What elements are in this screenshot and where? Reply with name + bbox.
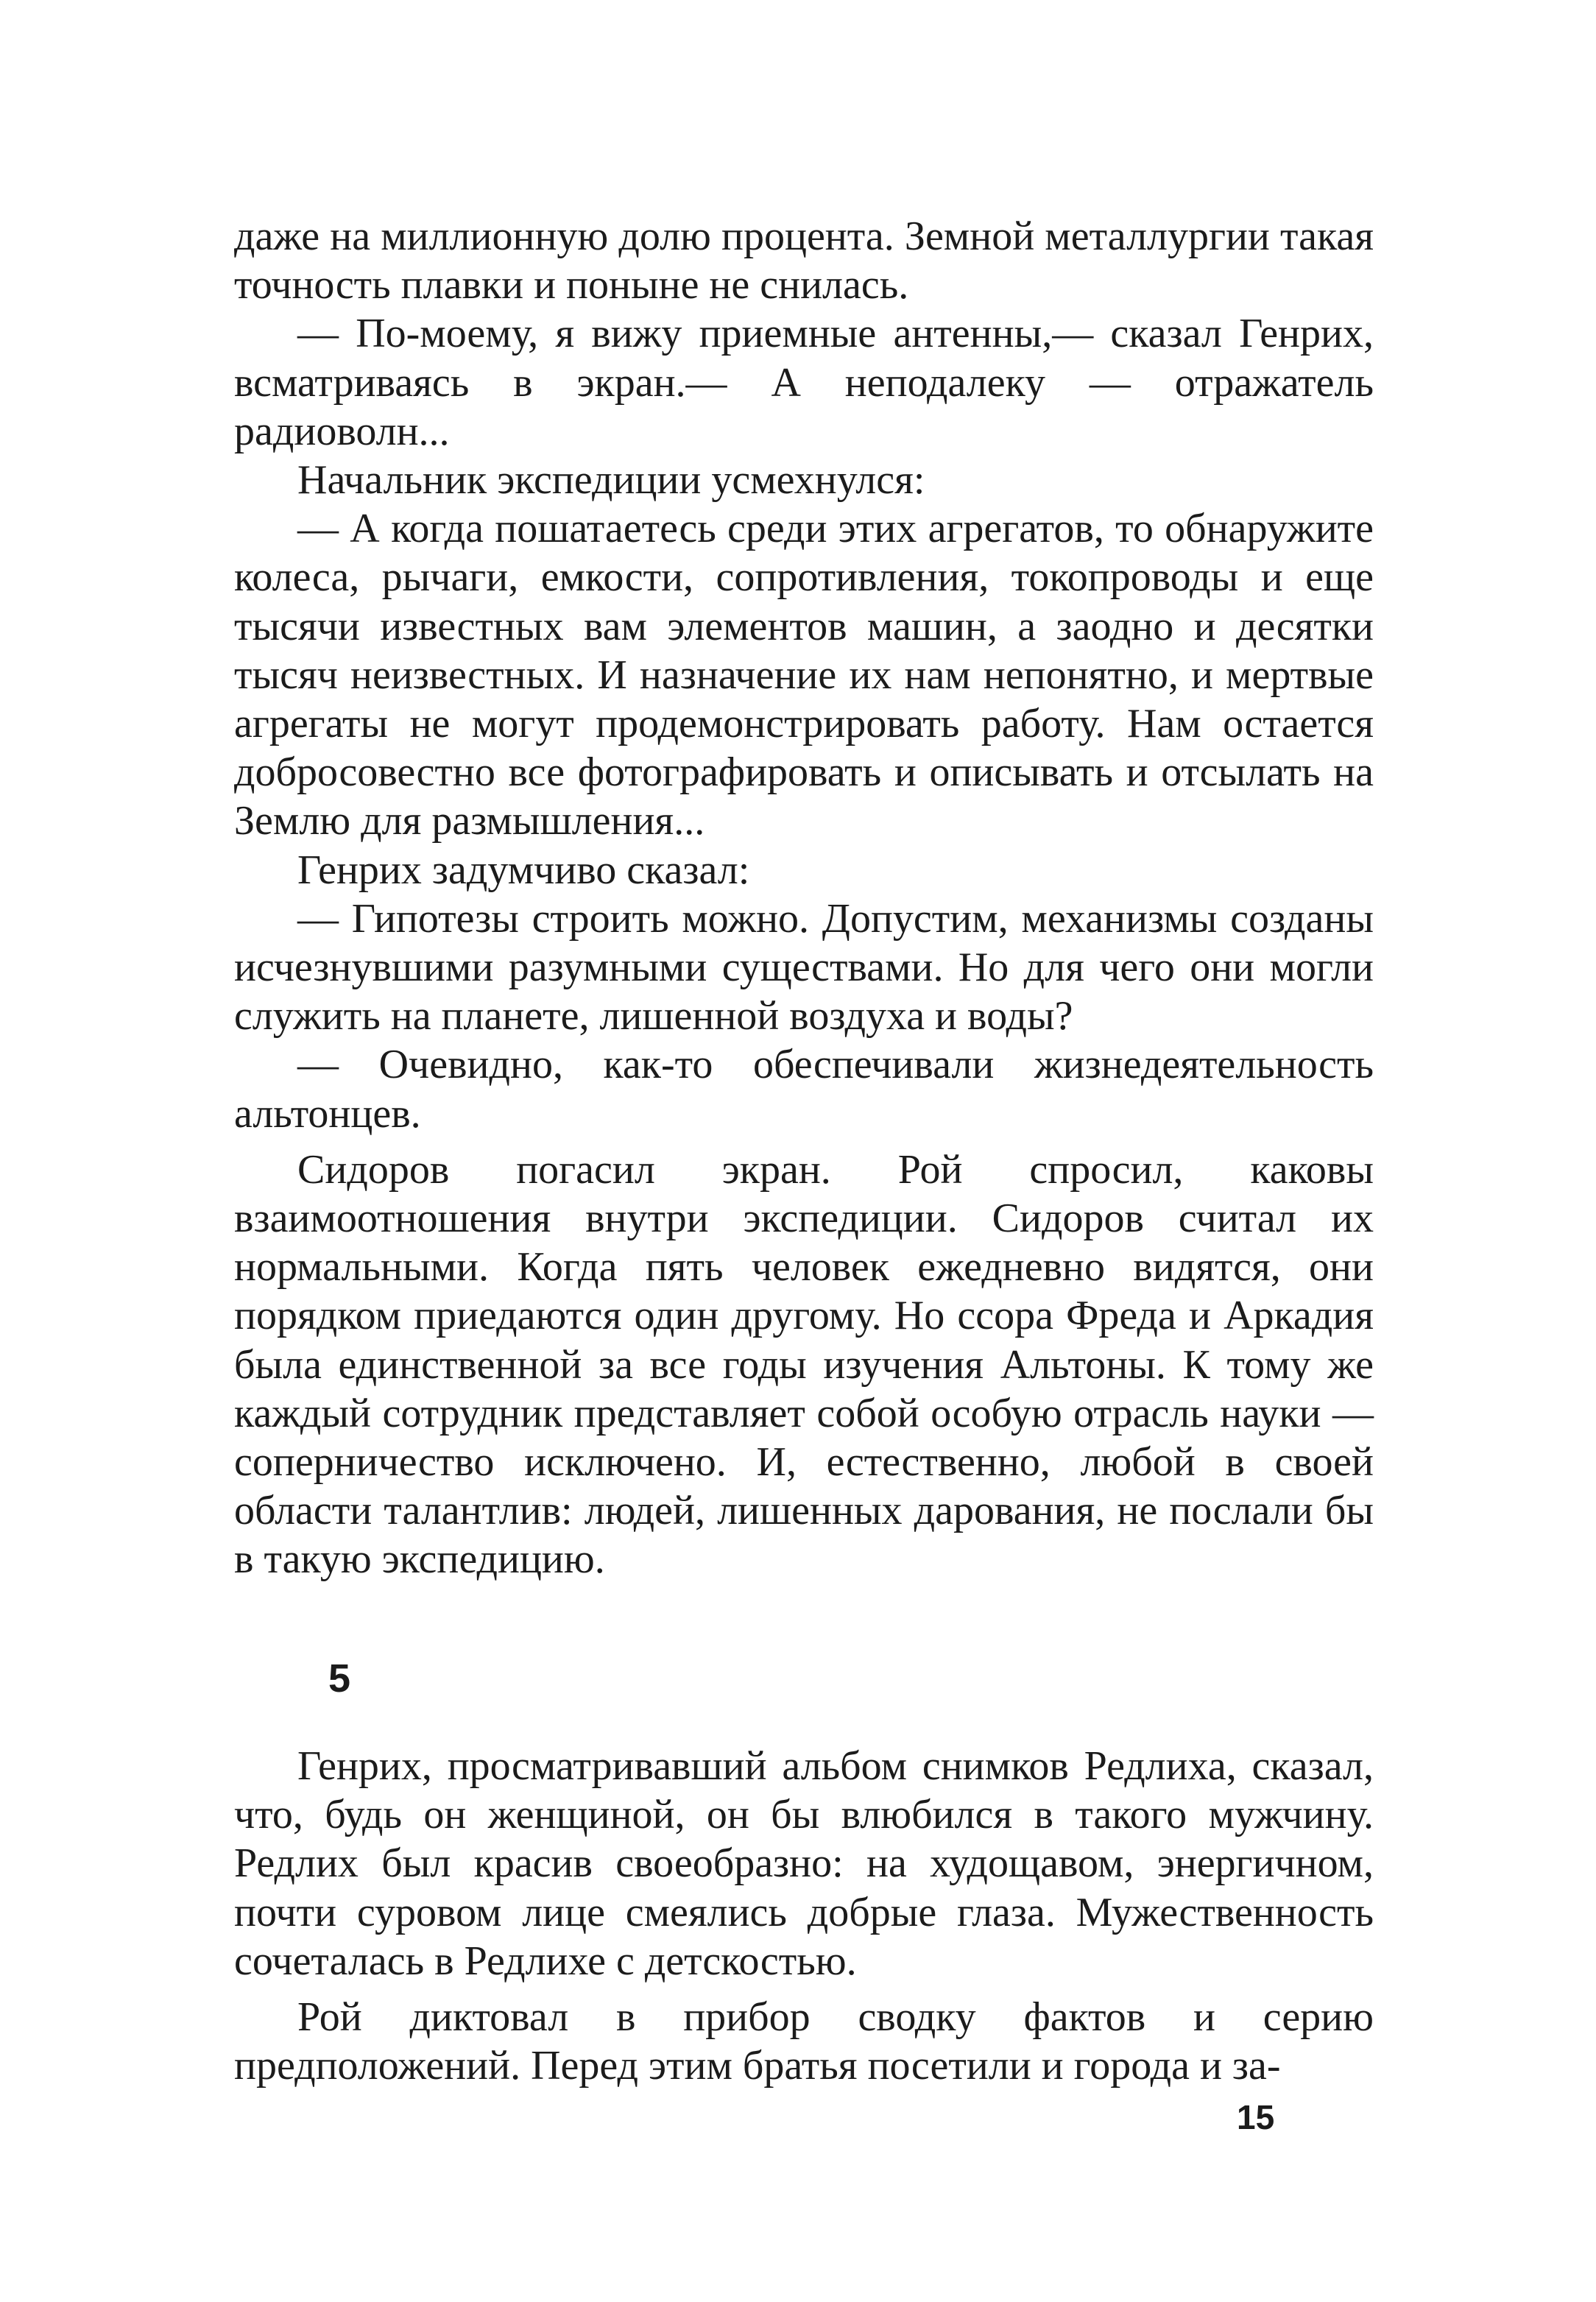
paragraph: — Очевидно, как-то обеспечивали жизнедеятельность альтонцев. xyxy=(234,1042,1374,1137)
paragraph: даже на миллионную долю процента. Земной металлургии такая точность плавки и поныне не снилась. xyxy=(234,213,1374,308)
paragraph: — По-моему, я вижу приемные антенны,— сказал Генрих, всматриваясь в экран.— А неподалеку — отражатель радиоволн... xyxy=(234,311,1374,454)
paragraph: — Гипотезы строить можно. Допустим, механизмы созданы исчезнувшими разумными существами. Но для чего они могли служить на планете, лишенной воздуха и воды? xyxy=(234,895,1374,1039)
text-section-bottom xyxy=(234,1742,1374,2090)
paragraph: Рой диктовал в прибор сводку фактов и серию предположений. Перед этим братья посетили и города и за- xyxy=(234,1994,1374,2089)
paragraph: Начальник экспедиции усмехнулся: xyxy=(297,457,925,504)
paragraph: Генрих, просматривавший альбом снимков Редлиха, сказал, что, будь он женщиной, он бы влюбился в такого мужчину. Редлих был красив своеобразно: на худощавом, энергичном, почти суровом лице смеялись добрые глаза. Мужественность сочеталась в Редлихе с детскостью. xyxy=(234,1743,1374,1984)
chapter-number: 5 xyxy=(328,1656,351,1701)
page-number: 15 xyxy=(1237,2098,1275,2136)
paragraph: — А когда пошатаетесь среди этих агрегатов, то обнаружите колеса, рычаги, емкости, сопротивления, токопроводы и еще тысячи известных вам элементов машин, а заодно и десятки тысяч неизвестных. И назначение их нам непонятно, и мертвые агрегаты не могут продемонстрировать работу. Нам остается добросовестно все фотографировать и описывать и отсылать на Землю для размышления... xyxy=(234,506,1374,844)
paragraph: Генрих задумчиво сказал: xyxy=(297,847,750,893)
paragraph: Сидоров погасил экран. Рой спросил, каковы взаимоотношения внутри экспедиции. Сидоров считал их нормальными. Когда пять человек ежедневно видятся, они порядком приедаются один другому. Но ссора Фреда и Аркадия была единственной за все годы изучения Альтоны. К тому же каждый сотрудник представляет собой особую отрасль науки — соперничество исключено. И, естественно, любой в своей области талантлив: людей, лишенных дарования, не послали бы в такую экспедицию. xyxy=(234,1146,1374,1583)
text-section-top xyxy=(234,212,1374,1584)
